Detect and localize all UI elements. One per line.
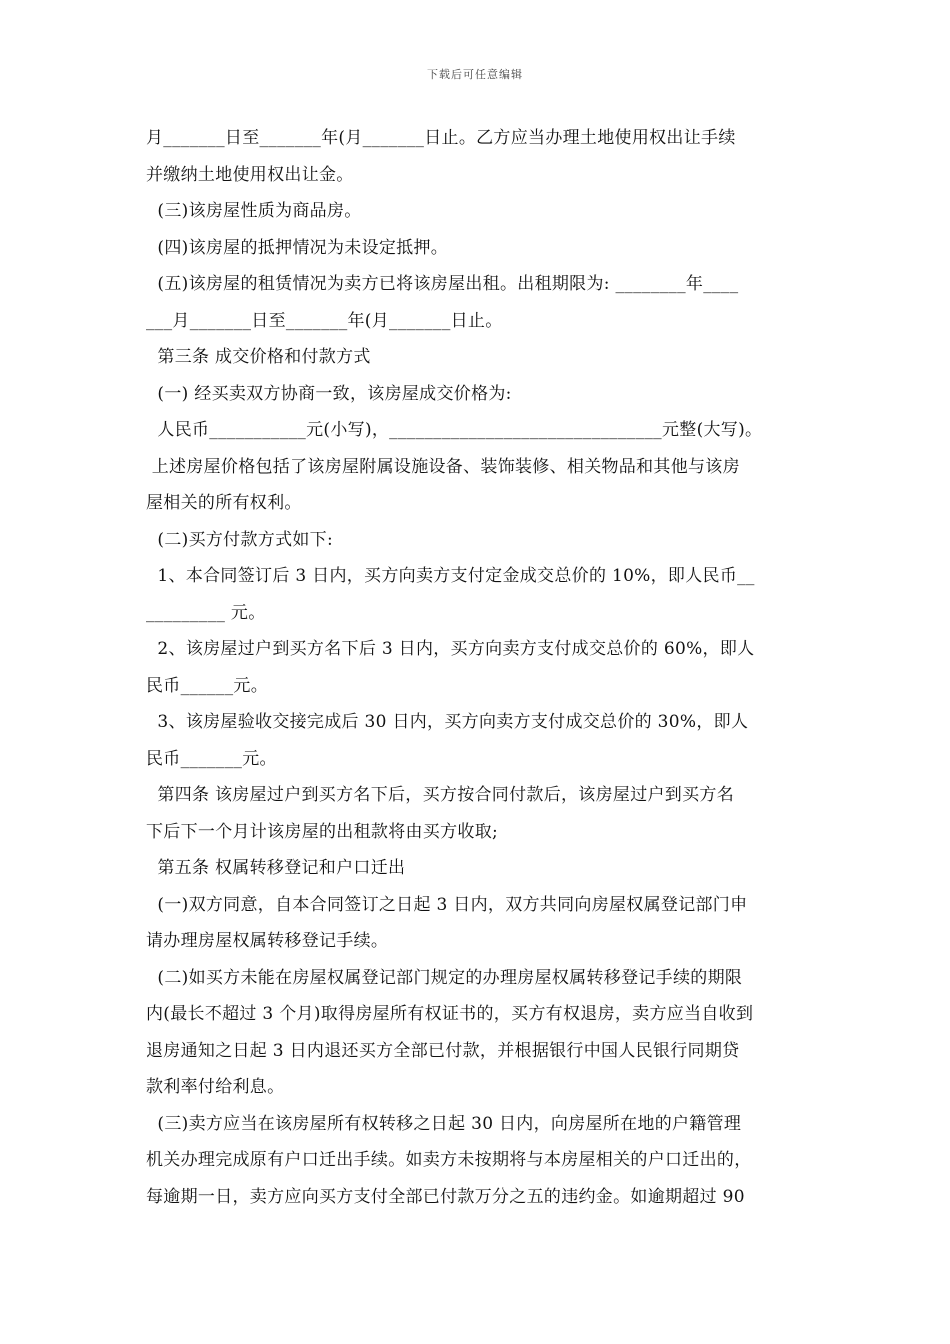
text-line: 民币_______元。 xyxy=(146,748,277,769)
text-line: 下后下一个月计该房屋的出租款将由买方收取; xyxy=(146,821,499,842)
text-line: 机关办理完成原有户口迁出手续。如卖方未按期将与本房屋相关的户口迁出的， xyxy=(146,1150,752,1170)
text-line: (一) 经买卖双方协商一致，该房屋成交价格为: xyxy=(146,383,512,404)
document-body xyxy=(146,120,816,1215)
text-line: (二)买方付款方式如下: xyxy=(146,529,333,550)
text-line: (二)如买方未能在房屋权属登记部门规定的办理房屋权属转移登记手续的期限 xyxy=(146,967,743,988)
text-line: 1、本合同签订后 3 日内，买方向卖方支付定金成交总价的 10%，即人民币__ xyxy=(146,566,755,586)
page-header: 下载后可任意编辑 xyxy=(427,68,523,81)
text-line: _________ 元。 xyxy=(146,602,266,623)
text-line: 并缴纳土地使用权出让金。 xyxy=(146,164,354,185)
text-line: 上述房屋价格包括了该房屋附属设施设备、装饰装修、相关物品和其他与该房 xyxy=(146,456,740,477)
section-heading: 第五条 权属转移登记和户口迁出 xyxy=(146,858,406,878)
section-heading: 第三条 成交价格和付款方式 xyxy=(146,347,371,367)
text-line: 请办理房屋权属转移登记手续。 xyxy=(146,931,389,951)
text-line: (三)卖方应当在该房屋所有权转移之日起 30 日内，向房屋所在地的户籍管理 xyxy=(146,1113,742,1134)
text-line: 人民币___________元(小写)，_______________________________元整(大写)。 xyxy=(146,420,763,440)
text-line: (三)该房屋性质为商品房。 xyxy=(146,201,362,221)
text-line: (四)该房屋的抵押情况为未设定抵押。 xyxy=(146,237,449,258)
text-line: 月_______日至_______年(月_______日止。乙方应当办理土地使用权出让手续 xyxy=(146,128,736,148)
text-line: (五)该房屋的租赁情况为卖方已将该房屋出租。出租期限为: ________年____ xyxy=(146,274,739,294)
text-line: 内(最长不超过 3 个月)取得房屋所有权证书的，买方有权退房，卖方应当自收到 xyxy=(146,1004,754,1024)
text-line: ___月_______日至_______年(月_______日止。 xyxy=(146,310,503,331)
text-line: 退房通知之日起 3 日内退还买方全部已付款，并根据银行中国人民银行同期贷 xyxy=(146,1040,740,1061)
text-line: (一)双方同意，自本合同签订之日起 3 日内，双方共同向房屋权属登记部门申 xyxy=(146,894,748,915)
section-heading: 第四条 该房屋过户到买方名下后，买方按合同付款后，该房屋过户到买方名 xyxy=(146,785,735,805)
text-line: 2、该房屋过户到买方名下后 3 日内，买方向卖方支付成交总价的 60%，即人 xyxy=(146,639,755,659)
text-line: 3、该房屋验收交接完成后 30 日内，买方向卖方支付成交总价的 30%，即人 xyxy=(146,712,749,732)
text-line: 每逾期一日，卖方应向买方支付全部已付款万分之五的违约金。如逾期超过 90 xyxy=(146,1186,745,1207)
text-line: 屋相关的所有权利。 xyxy=(146,493,302,513)
text-line: 款利率付给利息。 xyxy=(146,1077,285,1097)
text-line: 民币______元。 xyxy=(146,675,268,696)
